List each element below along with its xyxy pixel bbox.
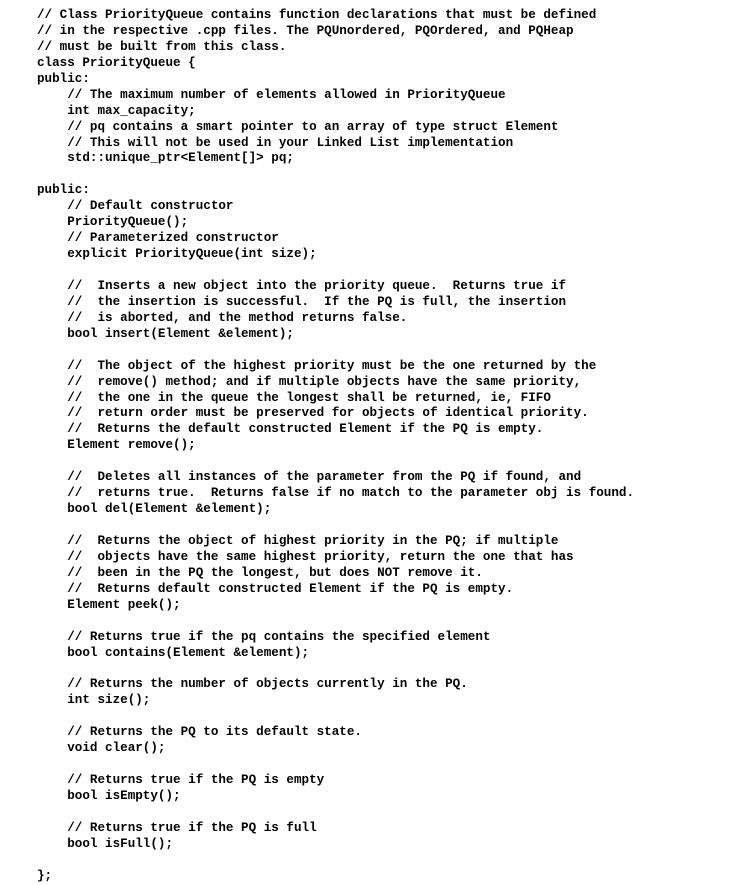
code-line: public: xyxy=(37,71,90,86)
code-line: // Returns true if the PQ is empty xyxy=(37,773,325,787)
code-line: // Returns true if the PQ is full xyxy=(37,820,317,835)
code-line: int size(); xyxy=(37,693,151,708)
code-line: // objects have the same highest priority, return the one that has xyxy=(37,549,574,564)
code-line: Element peek(); xyxy=(37,597,181,612)
code-line: explicit PriorityQueue(int size); xyxy=(37,247,317,262)
code-line xyxy=(37,614,634,630)
code-line: bool isEmpty(); xyxy=(37,788,181,803)
code-line xyxy=(37,709,634,725)
code-line: // Class PriorityQueue contains function declarations that must be defined xyxy=(37,8,597,22)
code-listing xyxy=(37,8,634,885)
code-line: class PriorityQueue { xyxy=(37,55,196,70)
code-line: PriorityQueue(); xyxy=(37,215,189,230)
code-line: int max_capacity; xyxy=(37,103,196,118)
code-line xyxy=(37,661,634,677)
code-line: // Returns the PQ to its default state. xyxy=(37,725,362,740)
code-line xyxy=(37,518,634,534)
code-line: // is aborted, and the method returns false. xyxy=(37,310,408,325)
code-line: // Parameterized constructor xyxy=(37,231,279,246)
code-line: // Deletes all instances of the parameter from the PQ if found, and xyxy=(37,470,582,485)
code-line: bool contains(Element &element); xyxy=(37,645,310,660)
code-line: // Returns the default constructed Element if the PQ is empty. xyxy=(37,422,544,437)
code-line: bool del(Element &element); xyxy=(37,502,272,517)
code-line: // the one in the queue the longest shall be returned, ie, FIFO xyxy=(37,390,551,405)
code-line: Element remove(); xyxy=(37,438,196,453)
code-line: // The maximum number of elements allowed in PriorityQueue xyxy=(37,87,506,102)
code-line: // remove() method; and if multiple objects have the same priority, xyxy=(37,374,582,389)
code-line: // Default constructor xyxy=(37,199,234,214)
code-line: // This will not be used in your Linked List implementation xyxy=(37,135,514,150)
code-line: // The object of the highest priority must be the one returned by the xyxy=(37,358,597,373)
code-line: std::unique_ptr<Element[]> pq; xyxy=(37,151,294,166)
code-line: }; xyxy=(37,868,53,883)
code-line xyxy=(37,805,634,821)
code-line xyxy=(37,167,634,183)
code-line: // Returns the number of objects currently in the PQ. xyxy=(37,677,468,692)
code-line: // pq contains a smart pointer to an array of type struct Element xyxy=(37,119,559,134)
code-line: // Inserts a new object into the priority queue. Returns true if xyxy=(37,278,567,293)
code-line: // in the respective .cpp files. The PQUnordered, PQOrdered, and PQHeap xyxy=(37,23,574,38)
code-line: // the insertion is successful. If the PQ is full, the insertion xyxy=(37,294,567,309)
code-line: bool insert(Element &element); xyxy=(37,326,294,341)
code-line: // been in the PQ the longest, but does NOT remove it. xyxy=(37,565,483,580)
code-line: // return order must be preserved for objects of identical priority. xyxy=(37,406,589,421)
code-line: // returns true. Returns false if no match to the parameter obj is found. xyxy=(37,486,635,501)
code-line: // Returns default constructed Element if the PQ is empty. xyxy=(37,581,514,596)
code-line: // Returns the object of highest priority in the PQ; if multiple xyxy=(37,533,559,548)
code-line xyxy=(37,263,634,279)
code-line xyxy=(37,853,634,869)
code-line xyxy=(37,757,634,773)
code-line: public: xyxy=(37,183,90,198)
code-line xyxy=(37,343,634,359)
code-line: bool isFull(); xyxy=(37,836,174,851)
code-line: void clear(); xyxy=(37,741,166,756)
code-line xyxy=(37,454,634,470)
code-line: // must be built from this class. xyxy=(37,39,287,54)
code-line: // Returns true if the pq contains the specified element xyxy=(37,629,491,644)
